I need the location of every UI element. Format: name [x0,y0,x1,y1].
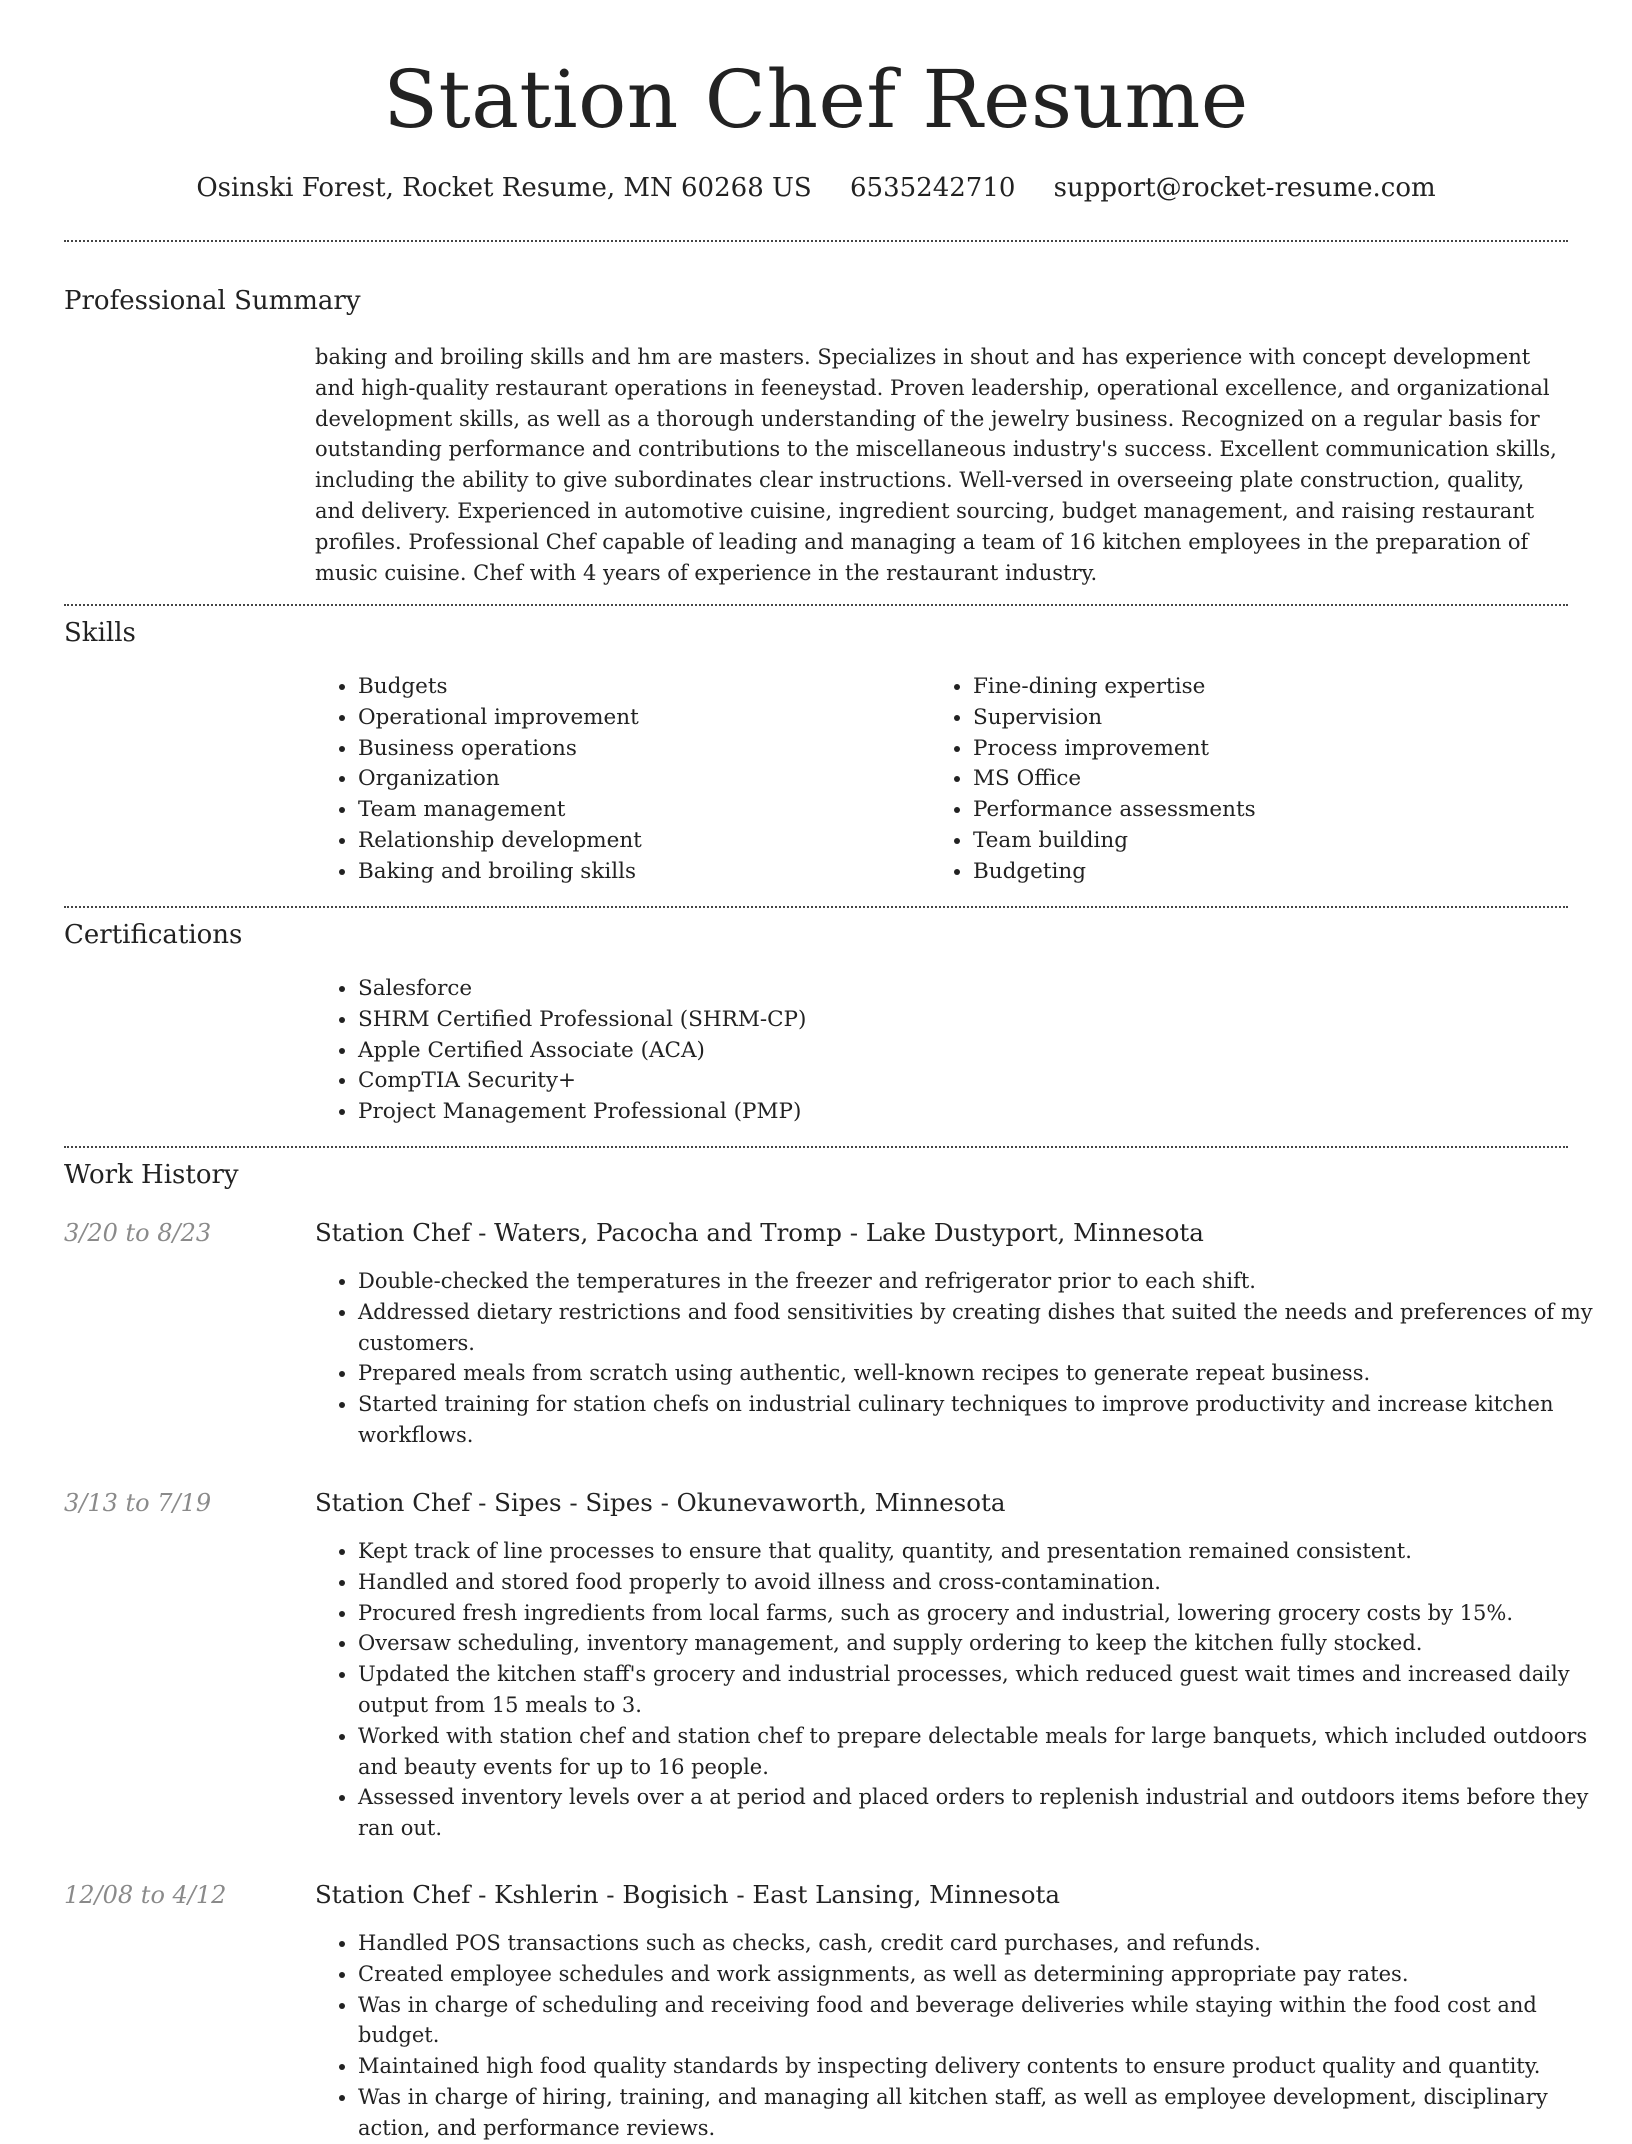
skill-item: • Supervision [973,703,1573,734]
summary-text: baking and broiling skills and hm are masters. Specializes in shout and has experience with concept development and high-quality restaurant operations in feeneystad. Proven leadership, operational excellence, and organizational development skills, as well as a thorough understanding of the jewelry business. Recognized on a regular basis for outstanding performance and contributions to the miscellaneous industry's success. Excellent communication skills, including the ability to give subordinates clear instructions. Well-versed in overseeing plate construction, quality, and delivery. Experienced in automotive cuisine, ingredient sourcing, budget management, and raising restaurant profiles. Professional Chef capable of leading and managing a team of 16 kitchen employees in the preparation of music cuisine. Chef with 4 years of experience in the restaurant industry. [315,345,1557,585]
section-divider [64,604,1568,606]
skill-item: • Business operations [358,734,918,765]
certifications-heading: Certifications [64,920,243,950]
skill-item: • Relationship development [358,826,918,857]
job-bullets [315,1266,1610,1451]
job-bullet: • Started training for station chefs on industrial culinary techniques to improve productivity and increase kitchen workflows. [358,1389,1610,1451]
certification-item: • Apple Certified Associate (ACA) [358,1036,1558,1067]
job-title: Station Chef - Sipes - Sipes - Okunevaworth, Minnesota [315,1488,1006,1517]
job-bullet: • Was in charge of scheduling and receiving food and beverage deliveries while staying within the food cost and budget. [358,1990,1610,2052]
skill-item: • Fine-dining expertise [973,672,1573,703]
job-bullet: • Oversaw scheduling, inventory management, and supply ordering to keep the kitchen fully stocked. [358,1628,1610,1659]
skill-item: • Performance assessments [973,795,1573,826]
skill-item: • Baking and broiling skills [358,857,918,888]
certification-item: • Salesforce [358,974,1558,1005]
job-bullet: • Was in charge of hiring, training, and managing all kitchen staff, as well as employee development, disciplinary action, and performance reviews. [358,2082,1610,2144]
contact-email: support@rocket-resume.com [1053,173,1436,203]
skill-item: • Budgets [358,672,918,703]
skill-item: • MS Office [973,764,1573,795]
job-bullet: • Worked with station chef and station chef to prepare delectable meals for large banquets, which included outdoors and beauty events for up to 16 people. [358,1721,1610,1783]
skill-item: • Team building [973,826,1573,857]
job-bullet: • Kept track of line processes to ensure that quality, quantity, and presentation remained consistent. [358,1536,1610,1567]
job-bullets [315,1536,1610,1844]
job-dates: 3/20 to 8/23 [64,1219,212,1247]
certification-item: • SHRM Certified Professional (SHRM-CP) [358,1005,1558,1036]
work-history-heading: Work History [64,1160,239,1190]
job-bullet: • Prepared meals from scratch using authentic, well-known recipes to generate repeat business. [358,1358,1610,1389]
skills-list-left [315,672,918,888]
certification-item: • Project Management Professional (PMP) [358,1097,1558,1128]
certifications-list [315,974,1558,1128]
skill-item: • Process improvement [973,734,1573,765]
job-bullet: • Addressed dietary restrictions and food sensitivities by creating dishes that suited the needs and preferences of my customers. [358,1297,1610,1359]
job-bullet: • Double-checked the temperatures in the freezer and refrigerator prior to each shift. [358,1266,1610,1297]
job-bullet: • Maintained high food quality standards by inspecting delivery contents to ensure product quality and quantity. [358,2051,1610,2082]
job-bullet: • Handled and stored food properly to avoid illness and cross-contamination. [358,1567,1610,1598]
summary-heading: Professional Summary [64,286,361,316]
job-bullet: • Procured fresh ingredients from local farms, such as grocery and industrial, lowering grocery costs by 15%. [358,1598,1610,1629]
job-title: Station Chef - Kshlerin - Bogisich - East Lansing, Minnesota [315,1880,1060,1909]
job-bullet: • Assessed inventory levels over a at period and placed orders to replenish industrial and outdoors items before they ran out. [358,1782,1610,1844]
contact-line [0,170,1632,206]
skill-item: • Team management [358,795,918,826]
section-divider [64,1146,1568,1148]
section-divider [64,240,1568,242]
job-bullet: • Handled POS transactions such as checks, cash, credit card purchases, and refunds. [358,1928,1610,1959]
skill-item: • Operational improvement [358,703,918,734]
skills-heading: Skills [64,618,136,648]
skills-list-right [930,672,1573,888]
job-bullet: • Created employee schedules and work assignments, as well as determining appropriate pay rates. [358,1959,1610,1990]
contact-phone: 6535242710 [849,173,1016,203]
job-dates: 12/08 to 4/12 [64,1881,227,1909]
page-title: Station Chef Resume [383,53,1249,146]
job-title: Station Chef - Waters, Pacocha and Tromp - Lake Dustyport, Minnesota [315,1218,1204,1247]
job-bullet: • Updated the kitchen staff's grocery and industrial processes, which reduced guest wait times and increased daily output from 15 meals to 3. [358,1659,1610,1721]
certification-item: • CompTIA Security+ [358,1066,1558,1097]
job-dates: 3/13 to 7/19 [64,1489,212,1517]
section-divider [64,906,1568,908]
job-bullets [315,1928,1610,2144]
contact-address: Osinski Forest, Rocket Resume, MN 60268 US [196,173,812,203]
skill-item: • Budgeting [973,857,1573,888]
skill-item: • Organization [358,764,918,795]
